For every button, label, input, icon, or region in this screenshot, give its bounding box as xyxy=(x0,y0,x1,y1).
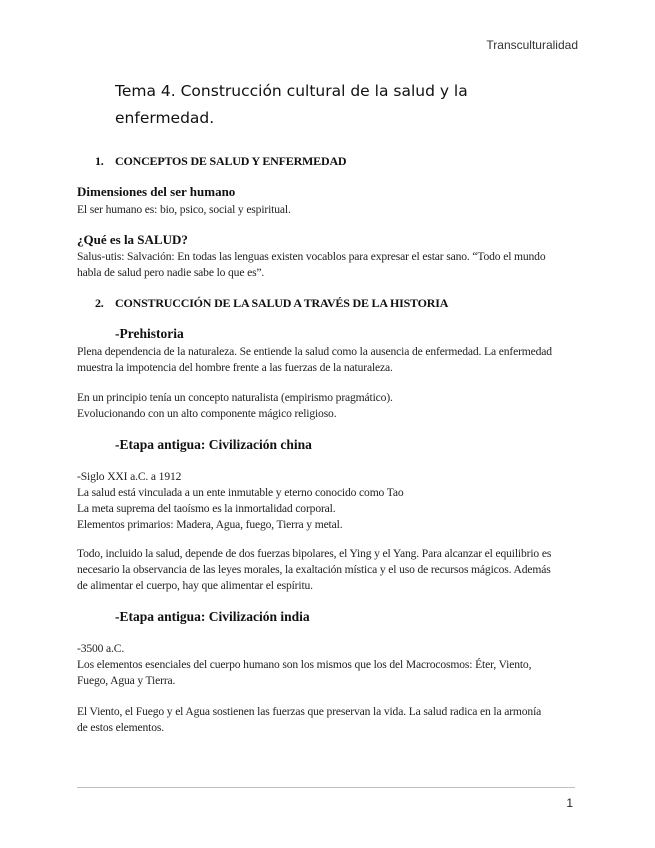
text-line: Plena dependencia de la naturaleza. Se entiende la salud como la ausencia de enfermedad. La enfermedad xyxy=(77,345,552,358)
running-header: Transculturalidad xyxy=(486,38,578,52)
text-line: de estos elementos. xyxy=(77,721,164,734)
text-line: En un principio tenía un concepto naturalista (empirismo pragmático). xyxy=(77,391,393,404)
text-line: La salud está vinculada a un ente inmutable y eterno conocido como Tao xyxy=(77,486,404,499)
section-number: 1. xyxy=(95,154,104,168)
text-line: Todo, incluido la salud, depende de dos fuerzas bipolares, el Ying y el Yang. Para alcanzar el equilibrio es xyxy=(77,547,552,560)
section-title: CONSTRUCCIÓN DE LA SALUD A TRAVÉS DE LA HISTORIA xyxy=(115,296,449,310)
text-line: de alimentar el cuerpo, hay que alimentar el espíritu. xyxy=(77,579,313,592)
paragraph-salud xyxy=(77,249,582,281)
paragraph-india xyxy=(77,704,582,736)
list-india xyxy=(77,641,582,689)
subheading-dimensiones: Dimensiones del ser humano xyxy=(77,184,236,199)
text-line: El Viento, el Fuego y el Agua sostienen las fuerzas que preservan la vida. La salud radica en la armonía xyxy=(77,705,542,718)
title-line-2: enfermedad. xyxy=(115,109,215,127)
text-line: Elementos primarios: Madera, Agua, fuego, Tierra y metal. xyxy=(77,518,343,531)
footer-divider xyxy=(77,787,575,788)
text-line: La meta suprema del taoísmo es la inmortalidad corporal. xyxy=(77,502,336,515)
page-number: 1 xyxy=(566,796,573,810)
paragraph-prehistoria-2 xyxy=(77,390,582,422)
paragraph-prehistoria-1 xyxy=(77,344,582,376)
text-line: Salus-utis: Salvación: En todas las lenguas existen vocablos para expresar el estar sano. “Todo el mundo xyxy=(77,250,546,263)
subheading-india: -Etapa antigua: Civilización india xyxy=(115,609,310,624)
title-line-1: Tema 4. Construcción cultural de la salud y la xyxy=(115,82,468,100)
subheading-salud: ¿Qué es la SALUD? xyxy=(77,232,188,247)
text-line: necesario la observancia de las leyes morales, la exaltación mística y el uso de recursos mágicos. Además xyxy=(77,563,551,576)
subheading-prehistoria: -Prehistoria xyxy=(115,326,184,341)
list-china xyxy=(77,469,582,533)
section-title: CONCEPTOS DE SALUD Y ENFERMEDAD xyxy=(115,154,347,168)
text-line: habla de salud pero nadie sabe lo que es”. xyxy=(77,266,265,279)
paragraph-dimensiones: El ser humano es: bio, psico, social y espiritual. xyxy=(77,203,291,216)
section-number: 2. xyxy=(95,296,104,310)
section-heading-2 xyxy=(95,296,448,311)
section-heading-1 xyxy=(95,154,346,169)
text-line: -Siglo XXI a.C. a 1912 xyxy=(77,470,182,483)
text-line: Los elementos esenciales del cuerpo humano son los mismos que los del Macrocosmos: Éter, Viento, xyxy=(77,658,532,671)
text-line: -3500 a.C. xyxy=(77,642,125,655)
page-title xyxy=(115,78,515,132)
text-line: Fuego, Agua y Tierra. xyxy=(77,674,176,687)
text-line: muestra la impotencia del hombre frente a las fuerzas de la naturaleza. xyxy=(77,361,393,374)
paragraph-china xyxy=(77,546,582,594)
text-line: Evolucionando con un alto componente mágico religioso. xyxy=(77,407,337,420)
subheading-china: -Etapa antigua: Civilización china xyxy=(115,437,312,452)
